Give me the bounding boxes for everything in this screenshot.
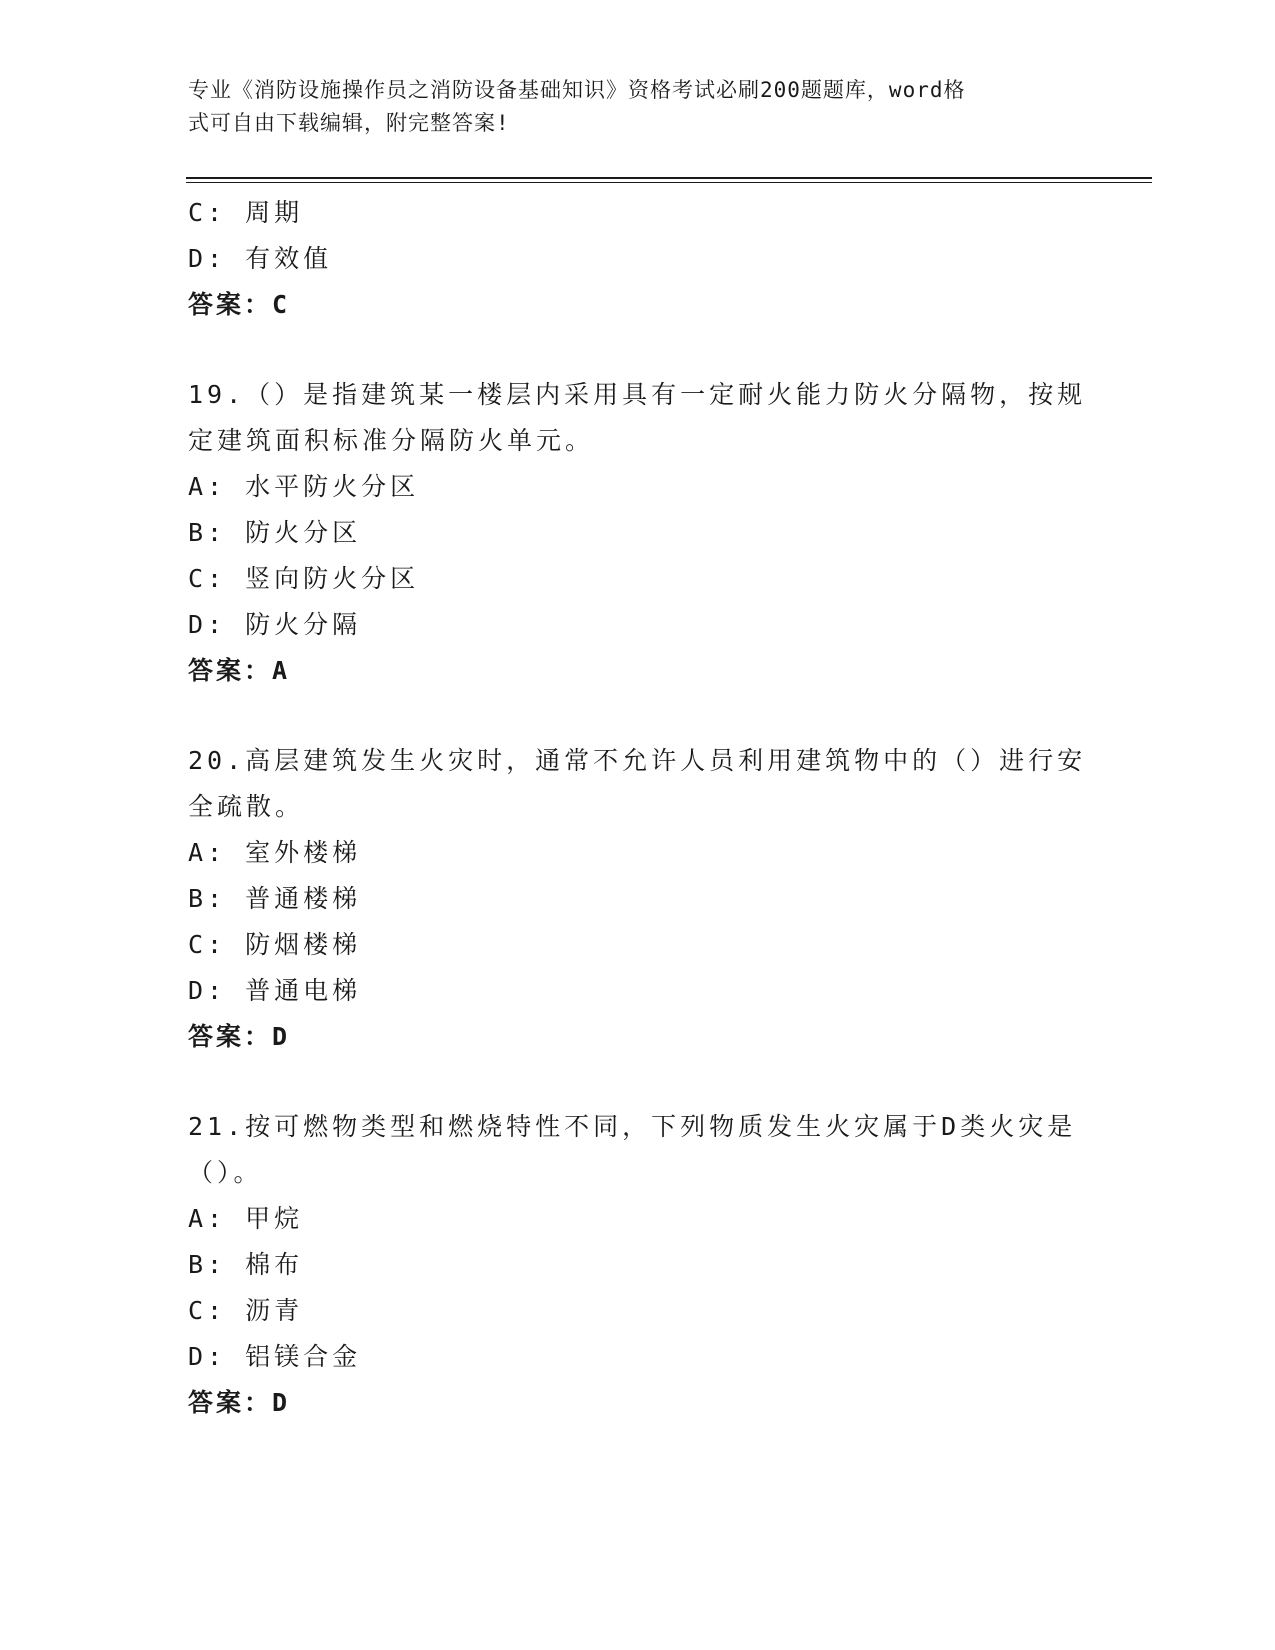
spacer [188, 328, 1088, 372]
answer-line: 答案：A [188, 656, 291, 685]
question-21 [188, 1104, 1088, 1426]
answer-line: 答案：D [188, 1388, 291, 1417]
option-c: C: 周期 [188, 198, 304, 227]
document-header [188, 74, 1068, 140]
question-19 [188, 372, 1088, 694]
header-divider-thin [186, 182, 1152, 183]
question-stem-line-2: （）。 [188, 1158, 263, 1187]
option-a: A: 甲烷 [188, 1204, 304, 1233]
option-b: B: 棉布 [188, 1250, 304, 1279]
option-d: D: 防火分隔 [188, 610, 362, 639]
option-b: B: 防火分区 [188, 518, 362, 547]
option-d: D: 铝镁合金 [188, 1342, 362, 1371]
spacer [188, 694, 1088, 738]
option-b: B: 普通楼梯 [188, 884, 362, 913]
header-line-1: 专业《消防设施操作员之消防设备基础知识》资格考试必刷200题题库，word格 [188, 78, 966, 102]
question-20 [188, 738, 1088, 1060]
header-divider-thick [186, 177, 1152, 179]
question-list [188, 190, 1088, 1426]
option-d: D: 普通电梯 [188, 976, 362, 1005]
option-d: D: 有效值 [188, 244, 333, 273]
option-a: A: 水平防火分区 [188, 472, 420, 501]
answer-line: 答案：D [188, 1022, 291, 1051]
option-c: C: 防烟楼梯 [188, 930, 362, 959]
question-stem-line-1: 20.高层建筑发生火灾时，通常不允许人员利用建筑物中的（）进行安 [188, 746, 1087, 775]
question-stem-line-2: 全疏散。 [188, 792, 305, 821]
answer-line: 答案：C [188, 290, 291, 319]
question-stem-line-1: 21.按可燃物类型和燃烧特性不同，下列物质发生火灾属于D类火灾是 [188, 1112, 1077, 1141]
option-a: A: 室外楼梯 [188, 838, 362, 867]
header-line-2: 式可自由下载编辑，附完整答案! [188, 111, 510, 135]
option-c: C: 竖向防火分区 [188, 564, 420, 593]
question-stem-line-1: 19.（）是指建筑某一楼层内采用具有一定耐火能力防火分隔物，按规 [188, 380, 1087, 409]
option-c: C: 沥青 [188, 1296, 304, 1325]
question-stem-line-2: 定建筑面积标准分隔防火单元。 [188, 426, 595, 455]
prev-question [188, 190, 1088, 328]
spacer [188, 1060, 1088, 1104]
